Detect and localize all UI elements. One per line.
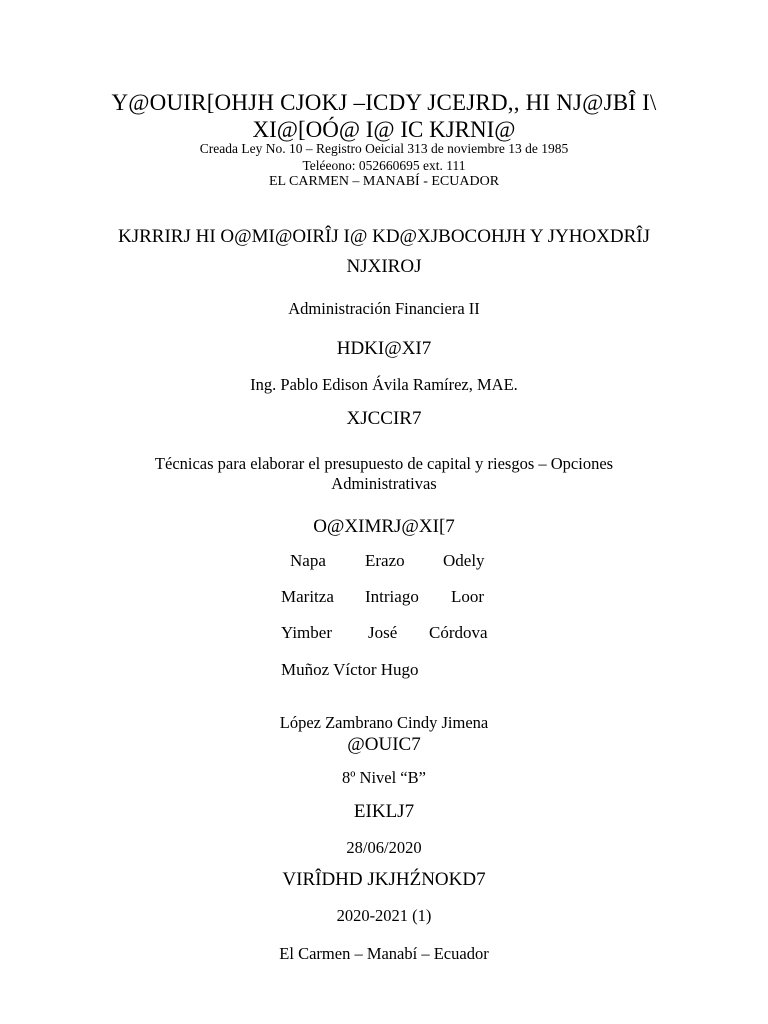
member-name-part: Loor xyxy=(451,587,485,606)
member-name: Muñoz Víctor Hugo xyxy=(281,660,419,679)
date-value: 28/06/2020 xyxy=(346,838,422,857)
career-title-line1: KJRRIRJ HI O@MI@OIRÎJ I@ KD@XJBOCOHJH Y JYHOXDRÎJ xyxy=(118,226,650,247)
university-name-line1: Y@OUIR[OHJH CJOKJ –ICDY JCEJRD,, HI NJ@JBÎ I\ xyxy=(111,90,657,115)
member-name-part: José xyxy=(368,623,398,642)
subject-name: Administración Financiera II xyxy=(288,299,480,318)
member-name-part: Intriago xyxy=(365,587,419,606)
member-name-part: Yimber xyxy=(281,623,332,642)
creation-law-text: Creada Ley No. 10 – Registro Oeicial 313 de noviembre 13 de 1985 xyxy=(199,141,569,156)
university-name-line2: XI@[OÓ@ I@ IC KJRNI@ xyxy=(252,117,516,142)
location-text: EL CARMEN – MANABÍ - ECUADOR xyxy=(268,174,500,189)
period-label: VIRÎDHD JKJHŹNOKD7 xyxy=(282,869,486,890)
member-name-part: Napa xyxy=(290,551,326,570)
footer-location: El Carmen – Manabí – Ecuador xyxy=(279,944,489,963)
member-name-part: Maritza xyxy=(281,587,334,606)
topic-line1: Técnicas para elaborar el presupuesto de capital y riesgos – Opciones xyxy=(154,454,614,473)
course-value: 8º Nivel “B” xyxy=(342,768,426,787)
career-title-line2: NJXIROJ xyxy=(346,256,422,277)
member-name-part: Erazo xyxy=(365,551,405,570)
members-label: O@XIMRJ@XI[7 xyxy=(313,516,455,537)
member-name: López Zambrano Cindy Jimena xyxy=(279,713,489,732)
phone-text: Teléeono: 052660695 ext. 111 xyxy=(302,158,466,173)
teacher-label: HDKI@XI7 xyxy=(336,338,432,359)
member-name-part: Odely xyxy=(443,551,485,570)
date-label: EIKLJ7 xyxy=(353,801,415,822)
topic-label: XJCCIR7 xyxy=(346,408,422,429)
teacher-name: Ing. Pablo Edison Ávila Ramírez, MAE. xyxy=(250,375,518,394)
course-label: @OUIC7 xyxy=(347,734,421,755)
member-name-part: Córdova xyxy=(429,623,488,642)
topic-line2: Administrativas xyxy=(331,474,437,493)
period-value: 2020-2021 (1) xyxy=(336,906,432,925)
